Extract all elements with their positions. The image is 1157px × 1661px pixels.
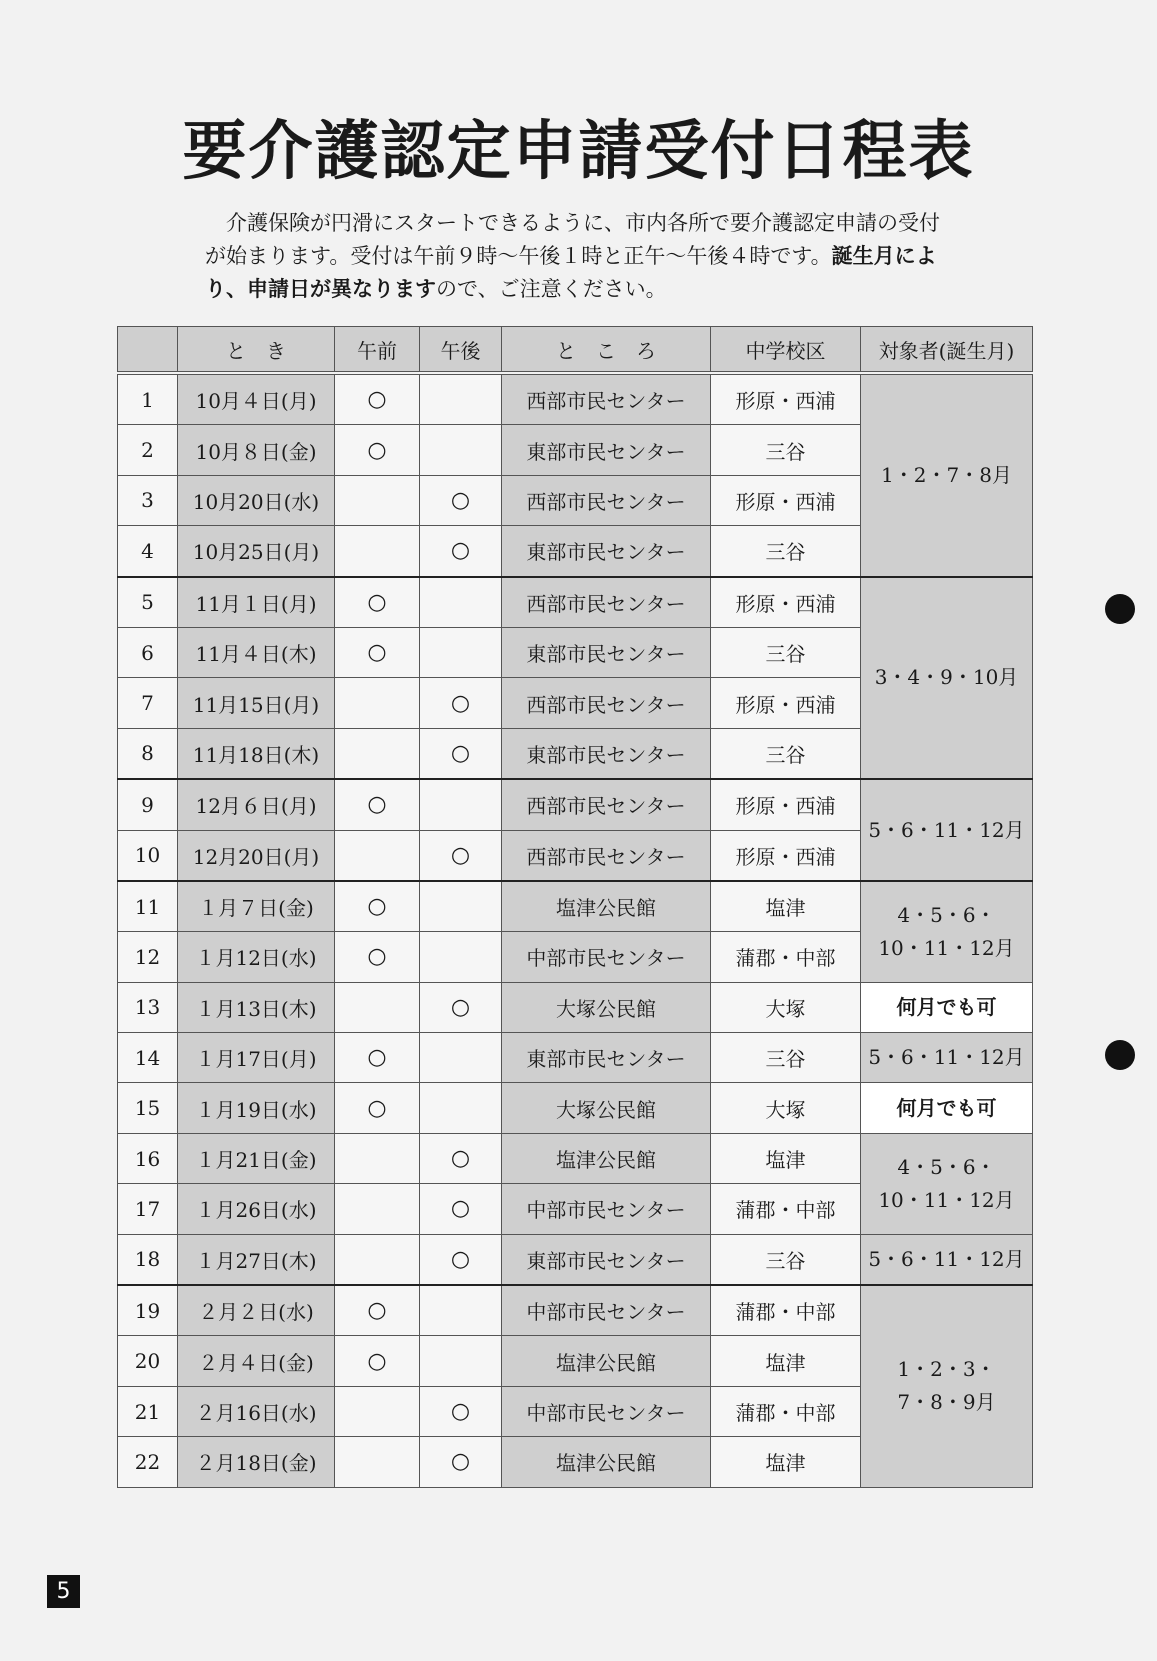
row-am-mark: ○	[335, 932, 420, 982]
row-date: ２月16日(水)	[178, 1386, 335, 1436]
row-pm-mark	[420, 1033, 502, 1083]
row-number: 7	[118, 678, 178, 728]
row-am-mark	[335, 526, 420, 577]
table-header-row	[118, 327, 1033, 374]
page-number: 5	[47, 1575, 80, 1608]
row-am-mark	[335, 678, 420, 728]
schedule-body	[118, 373, 1033, 1487]
row-am-mark: ○	[335, 425, 420, 475]
row-date: １月12日(水)	[178, 932, 335, 982]
row-target-months	[861, 373, 1033, 577]
row-school: 塩津	[711, 1336, 861, 1386]
row-number: 1	[118, 373, 178, 425]
row-place: 西部市民センター	[502, 678, 711, 728]
table-row	[118, 1033, 1033, 1083]
row-pm-mark: ○	[420, 1184, 502, 1234]
row-place: 塩津公民館	[502, 881, 711, 932]
row-number: 5	[118, 577, 178, 628]
row-am-mark: ○	[335, 881, 420, 932]
row-pm-mark	[420, 1336, 502, 1386]
row-am-mark: ○	[335, 1083, 420, 1133]
schedule-table	[117, 326, 1033, 1488]
row-school: 蒲郡・中部	[711, 1285, 861, 1336]
row-number: 22	[118, 1437, 178, 1487]
row-pm-mark	[420, 1285, 502, 1336]
target-months-line: 3・4・9・10月	[874, 665, 1019, 690]
row-school: 三谷	[711, 1033, 861, 1083]
row-number: 21	[118, 1386, 178, 1436]
row-pm-mark: ○	[420, 678, 502, 728]
row-pm-mark: ○	[420, 1234, 502, 1285]
row-date: ２月４日(金)	[178, 1336, 335, 1386]
header-school: 中学校区	[711, 327, 861, 374]
row-number: 10	[118, 830, 178, 881]
row-school: 蒲郡・中部	[711, 1184, 861, 1234]
header-place: と こ ろ	[502, 327, 711, 374]
row-date: 12月20日(月)	[178, 830, 335, 881]
row-target-months	[861, 1234, 1033, 1285]
target-months-line: 1・2・3・	[897, 1357, 996, 1382]
target-months-line: 7・8・9月	[897, 1390, 996, 1415]
row-number: 17	[118, 1184, 178, 1234]
target-months-line: 5・6・11・12月	[868, 1045, 1025, 1070]
row-pm-mark: ○	[420, 1133, 502, 1183]
row-number: 11	[118, 881, 178, 932]
row-pm-mark	[420, 373, 502, 425]
row-pm-mark	[420, 577, 502, 628]
intro-bold-note: 誕生月により、申請日が異なります	[205, 244, 937, 301]
row-place: 大塚公民館	[502, 982, 711, 1032]
row-target-months	[861, 1033, 1033, 1083]
row-school: 塩津	[711, 1133, 861, 1183]
target-months-line: 1・2・7・8月	[881, 462, 1012, 487]
row-number: 8	[118, 728, 178, 779]
row-number: 6	[118, 627, 178, 677]
row-am-mark: ○	[335, 577, 420, 628]
row-date: 10月20日(水)	[178, 475, 335, 525]
row-number: 4	[118, 526, 178, 577]
row-date: 11月18日(木)	[178, 728, 335, 779]
row-pm-mark	[420, 1083, 502, 1133]
row-am-mark: ○	[335, 779, 420, 830]
row-date: 10月４日(月)	[178, 373, 335, 425]
row-am-mark	[335, 1437, 420, 1487]
row-am-mark: ○	[335, 1285, 420, 1336]
row-place: 中部市民センター	[502, 1386, 711, 1436]
target-months-line: 4・5・6・	[897, 902, 996, 927]
row-am-mark	[335, 1133, 420, 1183]
header-num	[118, 327, 178, 374]
row-school: 形原・西浦	[711, 830, 861, 881]
header-am: 午前	[335, 327, 420, 374]
row-place: 大塚公民館	[502, 1083, 711, 1133]
target-months-line: 何月でも可	[896, 994, 997, 1019]
row-number: 13	[118, 982, 178, 1032]
row-pm-mark: ○	[420, 830, 502, 881]
row-school: 形原・西浦	[711, 373, 861, 425]
table-row	[118, 982, 1033, 1032]
table-row	[118, 881, 1033, 932]
row-school: 形原・西浦	[711, 475, 861, 525]
row-school: 蒲郡・中部	[711, 932, 861, 982]
target-months-line: 10・11・12月	[878, 1187, 1015, 1212]
row-target-months	[861, 1083, 1033, 1133]
row-place: 中部市民センター	[502, 1184, 711, 1234]
row-school: 塩津	[711, 1437, 861, 1487]
row-school: 形原・西浦	[711, 779, 861, 830]
table-row	[118, 1083, 1033, 1133]
table-row	[118, 577, 1033, 628]
row-target-months	[861, 779, 1033, 881]
row-place: 東部市民センター	[502, 425, 711, 475]
row-pm-mark: ○	[420, 1437, 502, 1487]
table-row	[118, 1133, 1033, 1183]
row-am-mark	[335, 1386, 420, 1436]
row-school: 三谷	[711, 425, 861, 475]
row-am-mark: ○	[335, 627, 420, 677]
row-place: 東部市民センター	[502, 526, 711, 577]
row-number: 9	[118, 779, 178, 830]
table-row	[118, 779, 1033, 830]
intro-tail: ので、ご注意ください。	[436, 277, 667, 301]
row-pm-mark: ○	[420, 475, 502, 525]
table-row	[118, 1234, 1033, 1285]
row-place: 西部市民センター	[502, 830, 711, 881]
row-place: 東部市民センター	[502, 1033, 711, 1083]
row-am-mark	[335, 982, 420, 1032]
row-number: 16	[118, 1133, 178, 1183]
row-date: １月19日(水)	[178, 1083, 335, 1133]
target-months-line: 10・11・12月	[878, 935, 1015, 960]
target-months-line: 4・5・6・	[897, 1154, 996, 1179]
row-target-months	[861, 1133, 1033, 1234]
row-place: 中部市民センター	[502, 932, 711, 982]
row-number: 3	[118, 475, 178, 525]
row-pm-mark	[420, 779, 502, 830]
row-target-months	[861, 1285, 1033, 1487]
table-row	[118, 1285, 1033, 1336]
row-school: 蒲郡・中部	[711, 1386, 861, 1436]
row-am-mark: ○	[335, 373, 420, 425]
header-pm: 午後	[420, 327, 502, 374]
row-place: 東部市民センター	[502, 1234, 711, 1285]
row-place: 東部市民センター	[502, 627, 711, 677]
intro-paragraph	[205, 207, 960, 306]
row-date: １月26日(水)	[178, 1184, 335, 1234]
row-school: 三谷	[711, 1234, 861, 1285]
row-pm-mark: ○	[420, 728, 502, 779]
row-date: １月13日(木)	[178, 982, 335, 1032]
row-number: 12	[118, 932, 178, 982]
row-am-mark	[335, 475, 420, 525]
row-school: 形原・西浦	[711, 678, 861, 728]
row-date: 11月１日(月)	[178, 577, 335, 628]
page-title: 要介護認定申請受付日程表	[182, 115, 975, 189]
row-school: 形原・西浦	[711, 577, 861, 628]
row-school: 三谷	[711, 728, 861, 779]
row-place: 中部市民センター	[502, 1285, 711, 1336]
row-place: 塩津公民館	[502, 1336, 711, 1386]
row-school: 大塚	[711, 1083, 861, 1133]
row-pm-mark	[420, 881, 502, 932]
row-pm-mark	[420, 627, 502, 677]
row-school: 大塚	[711, 982, 861, 1032]
row-am-mark: ○	[335, 1336, 420, 1386]
row-am-mark	[335, 1184, 420, 1234]
row-pm-mark: ○	[420, 526, 502, 577]
row-pm-mark	[420, 425, 502, 475]
row-pm-mark: ○	[420, 1386, 502, 1436]
row-place: 塩津公民館	[502, 1133, 711, 1183]
row-pm-mark: ○	[420, 982, 502, 1032]
row-am-mark	[335, 728, 420, 779]
punch-hole-dot	[1105, 1040, 1135, 1070]
row-place: 東部市民センター	[502, 728, 711, 779]
row-place: 西部市民センター	[502, 779, 711, 830]
row-date: 10月25日(月)	[178, 526, 335, 577]
row-number: 18	[118, 1234, 178, 1285]
row-date: 11月４日(木)	[178, 627, 335, 677]
row-target-months	[861, 577, 1033, 780]
row-number: 14	[118, 1033, 178, 1083]
row-date: ２月２日(水)	[178, 1285, 335, 1336]
row-place: 西部市民センター	[502, 373, 711, 425]
table-row	[118, 373, 1033, 425]
row-school: 塩津	[711, 881, 861, 932]
row-school: 三谷	[711, 526, 861, 577]
row-am-mark	[335, 1234, 420, 1285]
intro-text: 介護保険が円滑にスタートできるように、市内各所で要介護認定申請の受付が始まります。受付は午前９時～午後１時と正午～午後４時です。	[205, 211, 940, 268]
row-date: 10月８日(金)	[178, 425, 335, 475]
target-months-line: 5・6・11・12月	[868, 817, 1025, 842]
row-pm-mark	[420, 932, 502, 982]
target-months-line: 何月でも可	[896, 1095, 997, 1120]
row-school: 三谷	[711, 627, 861, 677]
row-place: 塩津公民館	[502, 1437, 711, 1487]
target-months-line: 5・6・11・12月	[868, 1246, 1025, 1271]
row-date: 11月15日(月)	[178, 678, 335, 728]
row-place: 西部市民センター	[502, 577, 711, 628]
row-target-months	[861, 881, 1033, 982]
row-date: ２月18日(金)	[178, 1437, 335, 1487]
row-date: １月21日(金)	[178, 1133, 335, 1183]
row-number: 19	[118, 1285, 178, 1336]
row-date: １月17日(月)	[178, 1033, 335, 1083]
row-place: 西部市民センター	[502, 475, 711, 525]
punch-hole-dot	[1105, 594, 1135, 624]
row-number: 2	[118, 425, 178, 475]
row-am-mark: ○	[335, 1033, 420, 1083]
row-am-mark	[335, 830, 420, 881]
header-target: 対象者(誕生月)	[861, 327, 1033, 374]
row-date: １月７日(金)	[178, 881, 335, 932]
row-number: 20	[118, 1336, 178, 1386]
row-date: １月27日(木)	[178, 1234, 335, 1285]
header-date: と き	[178, 327, 335, 374]
row-target-months	[861, 982, 1033, 1032]
row-date: 12月６日(月)	[178, 779, 335, 830]
row-number: 15	[118, 1083, 178, 1133]
